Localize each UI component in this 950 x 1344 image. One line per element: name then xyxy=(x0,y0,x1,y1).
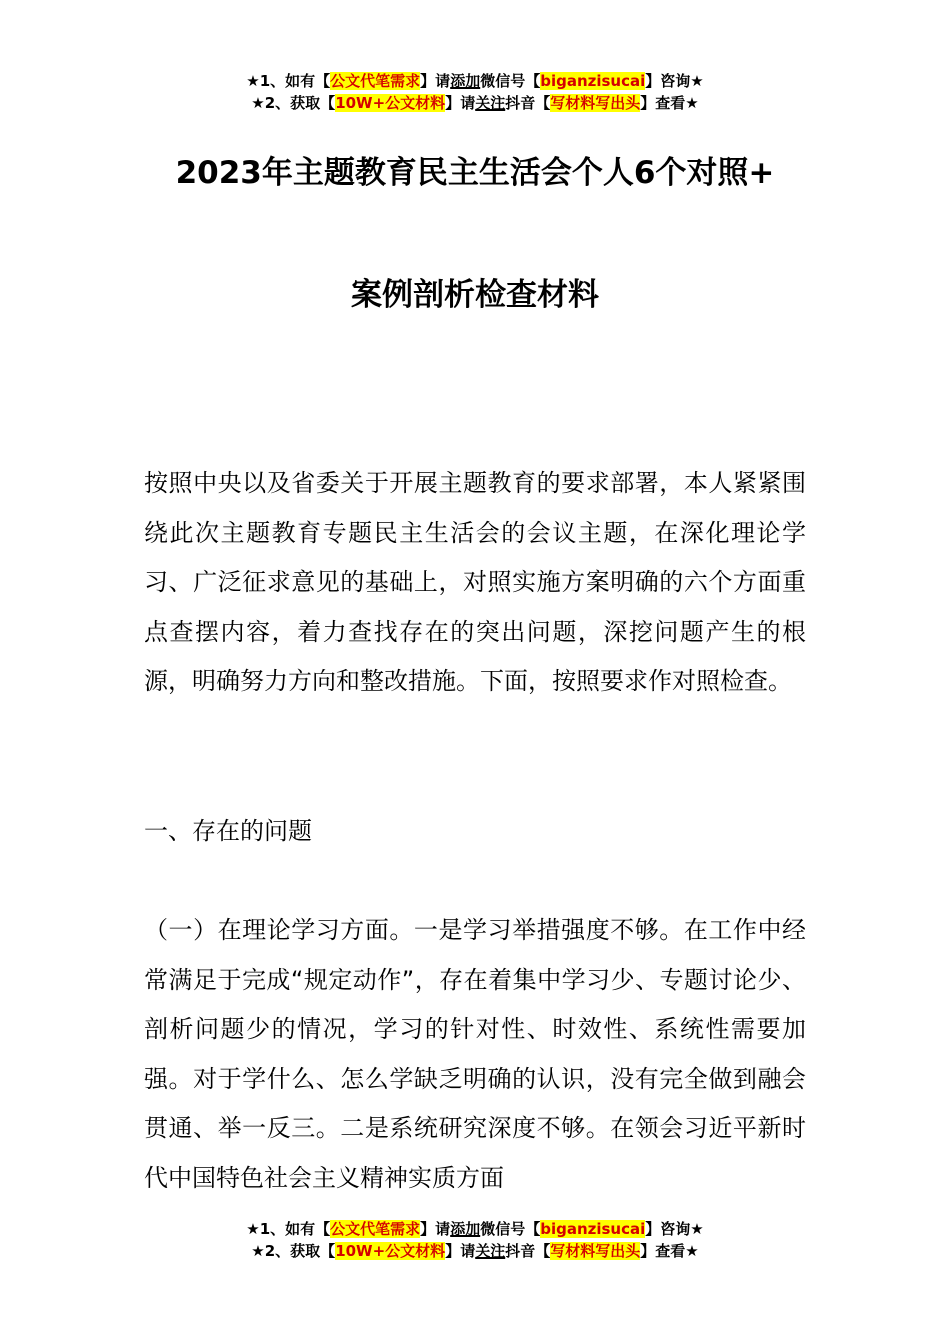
promo-emphasis: 添加 xyxy=(450,1220,481,1238)
promo-douyin-id: 写材料写出头 xyxy=(550,94,641,112)
promo-highlight: 公文代笔需求 xyxy=(330,72,421,90)
promo-text: ★2、获取【 xyxy=(251,94,336,112)
section-paragraph: （一）在理论学习方面。一是学习举措强度不够。在工作中经常满足于完成“规定动作”，存在着集中学习少、专题讨论少、剖析问题少的情况，学习的针对性、时效性、系统性需要加强。对于学什么、怎么学缺乏明确的认识，没有完全做到融会贯通、举一反三。二是系统研究深度不够。在领会习近平新时代中国特色社会主义精神实质方面 xyxy=(144,916,806,1192)
promo-highlight: 公文代笔需求 xyxy=(330,1220,421,1238)
promo-text: 】请 xyxy=(420,1220,451,1238)
promo-text: 微信号【 xyxy=(480,72,541,90)
promo-line-1 xyxy=(0,70,950,92)
promo-emphasis: 添加 xyxy=(450,72,481,90)
promo-text: ★1、如有【 xyxy=(246,72,331,90)
section-heading: 一、存在的问题 xyxy=(144,817,312,845)
promo-wechat-id: biganzisucai xyxy=(540,72,646,90)
promo-text: 抖音【 xyxy=(505,1242,551,1260)
promo-text: 】咨询★ xyxy=(645,72,704,90)
promo-line-2 xyxy=(0,92,950,114)
promo-text: 】请 xyxy=(445,94,476,112)
promo-line-2 xyxy=(0,1240,950,1262)
promo-text: 微信号【 xyxy=(480,1220,541,1238)
promo-emphasis: 关注 xyxy=(475,94,506,112)
promo-douyin-id: 写材料写出头 xyxy=(550,1242,641,1260)
document-title-line-2: 案例剖析检查材料 xyxy=(351,277,599,313)
promo-banner-top xyxy=(0,70,950,114)
promo-wechat-id: biganzisucai xyxy=(540,1220,646,1238)
promo-text: 抖音【 xyxy=(505,94,551,112)
document-title-line-1: 2023年主题教育民主生活会个人6个对照+ xyxy=(175,155,775,191)
promo-banner-bottom xyxy=(0,1218,950,1262)
promo-text: ★2、获取【 xyxy=(251,1242,336,1260)
promo-line-1 xyxy=(0,1218,950,1240)
promo-text: 】查看★ xyxy=(640,94,699,112)
promo-text: 】查看★ xyxy=(640,1242,699,1260)
promo-highlight: 10W+公文材料 xyxy=(335,94,446,112)
promo-emphasis: 关注 xyxy=(475,1242,506,1260)
promo-highlight: 10W+公文材料 xyxy=(335,1242,446,1260)
promo-text: 】请 xyxy=(420,72,451,90)
intro-paragraph: 按照中央以及省委关于开展主题教育的要求部署，本人紧紧围绕此次主题教育专题民主生活会的会议主题，在深化理论学习、广泛征求意见的基础上，对照实施方案明确的六个方面重点查摆内容，着力查找存在的突出问题，深挖问题产生的根源，明确努力方向和整改措施。下面，按照要求作对照检查。 xyxy=(144,469,806,696)
promo-text: 】咨询★ xyxy=(645,1220,704,1238)
promo-text: 】请 xyxy=(445,1242,476,1260)
promo-text: ★1、如有【 xyxy=(246,1220,331,1238)
